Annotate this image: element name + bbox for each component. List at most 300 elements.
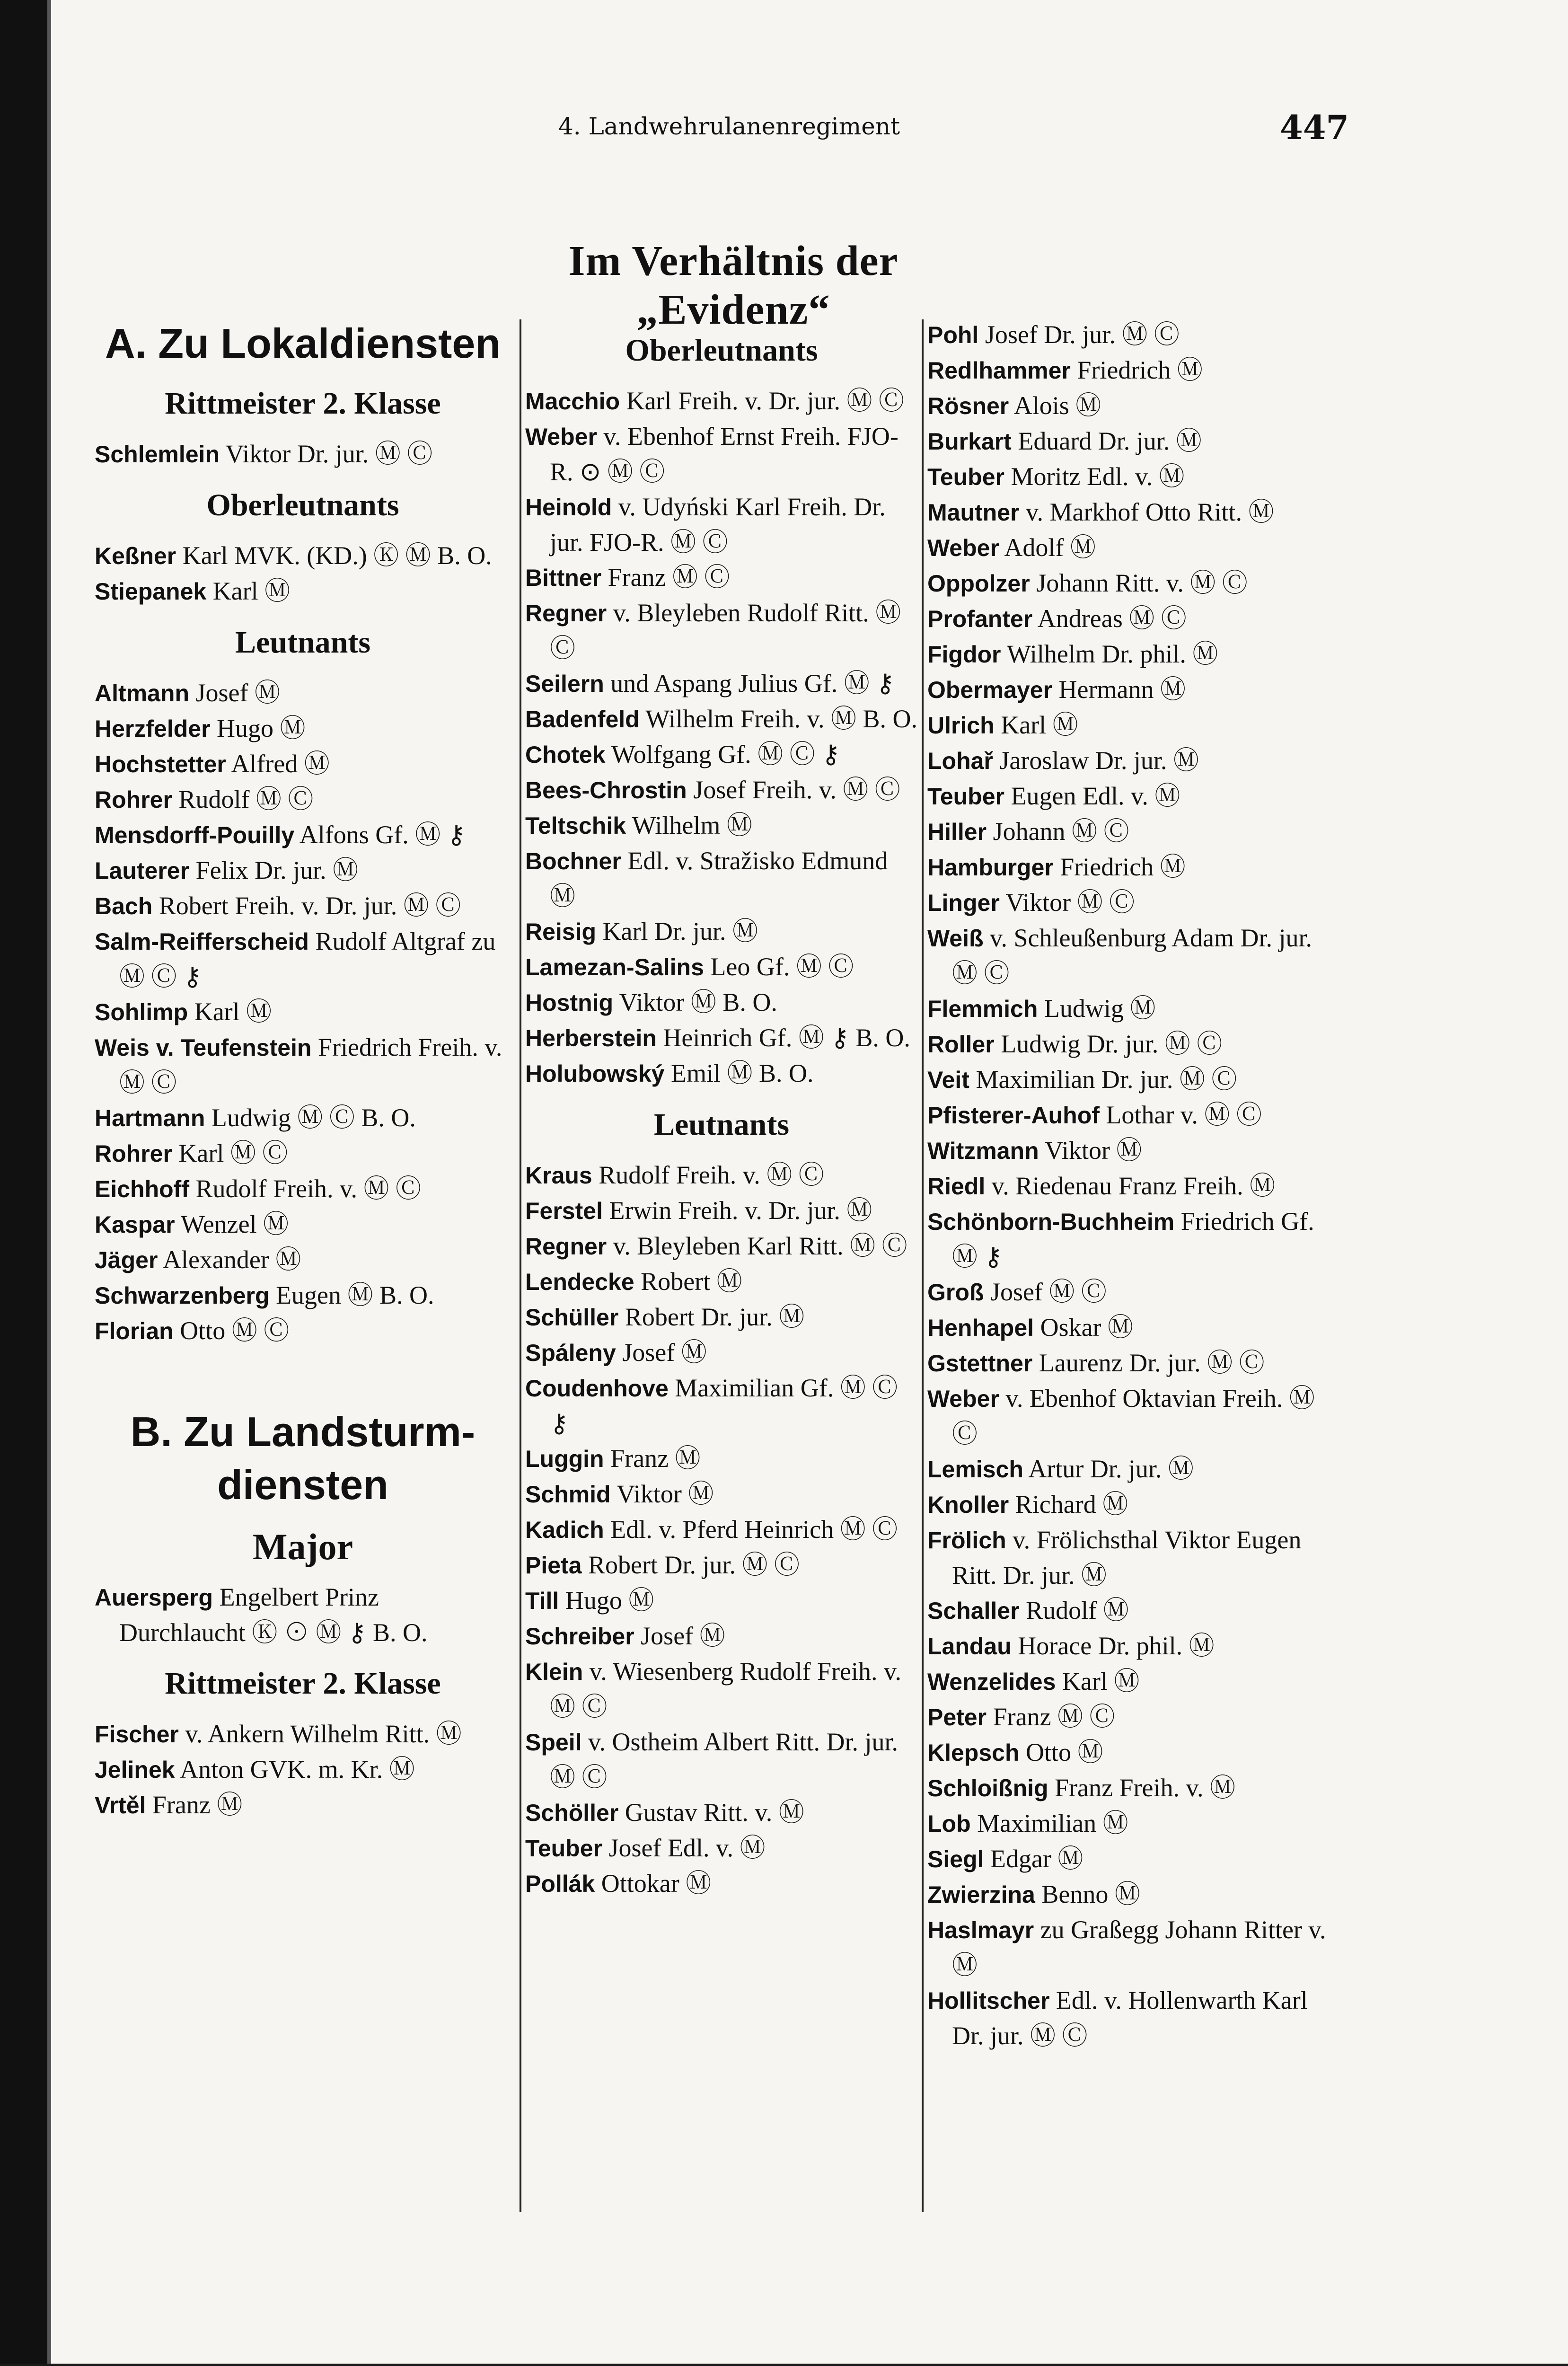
roster-entry <box>525 1193 918 1228</box>
roster-entry <box>927 353 1344 388</box>
roster-entry <box>95 1313 511 1349</box>
entry-details: Rudolf Altgraf zu Ⓜ Ⓒ ⚷ <box>119 927 496 991</box>
roster-entry <box>927 1877 1344 1912</box>
entry-surname: Gstettner <box>927 1350 1033 1377</box>
entry-surname: Pohl <box>927 322 979 348</box>
entry-details: Otto Ⓜ <box>1019 1738 1103 1766</box>
roster-entry <box>525 595 918 666</box>
entry-details: v. Ebenhof Ernst Freih. FJO-R. ⊙ Ⓜ Ⓒ <box>550 422 899 486</box>
entry-surname: Kraus <box>525 1162 592 1189</box>
entry-surname: Schwarzenberg <box>95 1282 270 1309</box>
roster-entry <box>525 1618 918 1654</box>
roster-entry <box>525 701 918 737</box>
entry-details: Wenzel Ⓜ <box>175 1210 289 1238</box>
entry-surname: Oppolzer <box>927 570 1030 597</box>
entry-surname: Riedl <box>927 1173 986 1200</box>
scan-left-margin <box>0 0 47 2366</box>
roster-entry <box>927 1381 1344 1451</box>
entry-details: Eugen Ⓜ B. O. <box>269 1281 434 1309</box>
entry-surname: Badenfeld <box>525 706 640 733</box>
roster-entry <box>927 920 1344 991</box>
column-divider-right <box>922 319 924 2212</box>
entry-surname: Schreiber <box>525 1623 634 1650</box>
entry-surname: Peter <box>927 1704 987 1730</box>
entry-details: Karl Ⓜ <box>994 711 1078 739</box>
entry-surname: Mensdorff-Pouilly <box>95 822 295 848</box>
roster-entry <box>95 924 511 994</box>
entry-surname: Vrtěl <box>95 1792 146 1819</box>
roster-entry <box>95 1716 511 1752</box>
entry-surname: Redlhammer <box>927 357 1071 384</box>
entry-surname: Schaller <box>927 1598 1020 1624</box>
roster-entry <box>525 666 918 701</box>
entry-details: Rudolf Ⓜ Ⓒ <box>172 785 314 813</box>
roster-entry <box>927 849 1344 885</box>
roster-column-1 <box>95 317 511 1823</box>
roster-column-2 <box>525 317 918 1901</box>
roster-entry <box>525 1299 918 1335</box>
roster-entry <box>525 1370 918 1441</box>
entry-surname: Teuber <box>927 783 1004 810</box>
roster-entry <box>927 1133 1344 1168</box>
entry-details: Rudolf Freih. v. Ⓜ Ⓒ <box>189 1174 421 1203</box>
roster-entry <box>95 1030 511 1100</box>
entry-surname: Stiepanek <box>95 578 207 605</box>
entry-surname: Rohrer <box>95 1140 172 1167</box>
entry-surname: Spáleny <box>525 1340 616 1366</box>
roster-entry <box>95 888 511 924</box>
entry-surname: Kaspar <box>95 1211 175 1238</box>
entry-surname: Pollák <box>525 1871 595 1897</box>
roster-entry <box>927 388 1344 424</box>
roster-entry <box>525 1512 918 1547</box>
entry-details: Jaroslaw Dr. jur. Ⓜ <box>993 746 1199 775</box>
section-heading: B. Zu Landsturm- <box>130 1408 476 1455</box>
entry-details: Franz Ⓜ <box>146 1791 243 1819</box>
roster-entry <box>927 1026 1344 1062</box>
entry-details: Viktor Dr. jur. Ⓜ Ⓒ <box>220 440 433 468</box>
entry-details: Robert Dr. jur. Ⓜ Ⓒ <box>581 1551 800 1579</box>
roster-entry <box>525 1654 918 1724</box>
entry-details: Heinrich Gf. Ⓜ ⚷ B. O. <box>656 1024 910 1052</box>
rank-heading: Major <box>252 1526 353 1567</box>
roster-entry <box>927 1487 1344 1522</box>
entry-details: Wilhelm Ⓜ <box>626 811 752 839</box>
entry-surname: Witzmann <box>927 1138 1039 1164</box>
entry-details: Franz Ⓜ <box>604 1444 701 1473</box>
entry-surname: Schüller <box>525 1304 619 1331</box>
entry-surname: Lohař <box>927 748 993 774</box>
roster-entry <box>525 1335 918 1370</box>
section-heading: A. Zu Lokaldiensten <box>105 320 501 367</box>
roster-entry <box>525 772 918 808</box>
entry-details: Laurenz Dr. jur. Ⓜ Ⓒ <box>1032 1349 1265 1377</box>
entry-surname: Jäger <box>95 1247 158 1273</box>
entry-surname: Bittner <box>525 565 602 591</box>
entry-surname: Ferstel <box>525 1198 603 1224</box>
entry-details: Franz Ⓜ Ⓒ <box>601 563 730 592</box>
roster-entry <box>927 672 1344 707</box>
entry-surname: Weber <box>927 535 999 561</box>
entry-surname: Lendecke <box>525 1269 634 1295</box>
entry-surname: Herzfelder <box>95 715 211 742</box>
entry-surname: Roller <box>927 1031 995 1058</box>
entry-surname: Coudenhove <box>525 1375 669 1402</box>
entry-surname: Schmid <box>525 1481 611 1508</box>
roster-entry <box>927 1735 1344 1770</box>
entry-details: Alexander Ⓜ <box>158 1245 301 1274</box>
roster-entry <box>927 601 1344 636</box>
entry-details: Maximilian Gf. Ⓜ Ⓒ ⚷ <box>550 1374 898 1438</box>
roster-entry <box>525 1795 918 1830</box>
entry-details: Alfred Ⓜ <box>226 750 330 778</box>
roster-column-3 <box>927 317 1344 2053</box>
entry-details: Ludwig Dr. jur. Ⓜ Ⓒ <box>994 1030 1223 1058</box>
entry-details: Robert Ⓜ <box>634 1267 742 1296</box>
page-binding-edge <box>47 0 51 2366</box>
entry-details: Benno Ⓜ <box>1035 1880 1140 1908</box>
entry-details: v. Ebenhof Oktavian Freih. Ⓜ Ⓒ <box>952 1384 1315 1448</box>
entry-surname: Wenzelides <box>927 1669 1056 1695</box>
entry-details: Johann Ritt. v. Ⓜ Ⓒ <box>1030 569 1248 597</box>
roster-entry <box>927 565 1344 601</box>
entry-details: Lothar v. Ⓜ Ⓒ <box>1099 1101 1262 1129</box>
entry-details: Viktor Ⓜ Ⓒ <box>999 888 1135 917</box>
entry-surname: Weis v. Teufenstein <box>95 1034 312 1061</box>
entry-details: Friedrich Freih. v. Ⓜ Ⓒ <box>119 1033 502 1097</box>
roster-entry <box>927 1451 1344 1487</box>
entry-surname: Flemmich <box>927 996 1038 1022</box>
entry-details: Ludwig Ⓜ Ⓒ B. O. <box>205 1104 416 1132</box>
roster-entry <box>927 1522 1344 1593</box>
rank-heading: Rittmeister 2. Klasse <box>165 1666 441 1701</box>
entry-surname: Klein <box>525 1659 583 1685</box>
entry-details: Adolf Ⓜ <box>999 533 1096 562</box>
entry-surname: Schloißnig <box>927 1775 1048 1801</box>
entry-details: Leo Gf. Ⓜ Ⓒ <box>704 953 854 981</box>
entry-details: Friedrich Ⓜ <box>1053 853 1186 881</box>
entry-surname: Mautner <box>927 499 1020 526</box>
entry-surname: Burkart <box>927 428 1012 455</box>
roster-entry <box>927 1806 1344 1841</box>
roster-entry <box>95 1580 511 1650</box>
roster-entry <box>927 1699 1344 1735</box>
roster-entry <box>525 1228 918 1264</box>
entry-details: Anton GVK. m. Kr. Ⓜ <box>175 1755 415 1783</box>
entry-surname: Ulrich <box>927 712 995 739</box>
roster-entry <box>927 1593 1344 1628</box>
entry-details: v. Ankern Wilhelm Ritt. Ⓜ <box>178 1720 462 1748</box>
roster-entry <box>95 746 511 782</box>
entry-details: Edl. v. Pferd Heinrich Ⓜ Ⓒ <box>604 1515 898 1544</box>
entry-surname: Schlemlein <box>95 441 220 468</box>
roster-entry <box>927 885 1344 920</box>
entry-surname: Salm-Reifferscheid <box>95 928 309 955</box>
roster-entry <box>927 1664 1344 1699</box>
entry-details: Wilhelm Dr. phil. Ⓜ <box>1001 640 1218 668</box>
entry-surname: Schöller <box>525 1800 619 1826</box>
entry-details: v. Bleyleben Karl Ritt. Ⓜ Ⓒ <box>607 1232 907 1260</box>
roster-entry <box>95 1100 511 1136</box>
entry-details: Karl Ⓜ Ⓒ <box>172 1139 288 1167</box>
entry-details: Karl Dr. jur. Ⓜ <box>596 917 758 945</box>
roster-entry <box>95 817 511 853</box>
entry-surname: Eichhoff <box>95 1176 189 1202</box>
entry-details: Erwin Freih. v. Dr. jur. Ⓜ <box>602 1196 872 1225</box>
entry-details: Josef Edl. v. Ⓜ <box>602 1834 766 1862</box>
entry-surname: Henhapel <box>927 1315 1034 1341</box>
entry-details: Franz Freih. v. Ⓜ <box>1048 1774 1235 1802</box>
entry-surname: Auersperg <box>95 1584 213 1611</box>
entry-surname: Bees-Chrostin <box>525 777 687 803</box>
roster-entry <box>927 707 1344 743</box>
entry-details: Otto Ⓜ Ⓒ <box>173 1316 290 1345</box>
entry-details: Ludwig Ⓜ <box>1038 994 1156 1023</box>
entry-surname: Profanter <box>927 606 1033 632</box>
roster-entry <box>95 1207 511 1242</box>
roster-entry <box>927 1841 1344 1877</box>
entry-details: Josef Freih. v. Ⓜ Ⓒ <box>687 776 900 804</box>
entry-surname: Siegl <box>927 1846 984 1872</box>
roster-entry <box>525 737 918 772</box>
entry-surname: Weiß <box>927 925 984 952</box>
entry-surname: Heinold <box>525 494 612 521</box>
entry-details: Karl MVK. (KD.) Ⓚ Ⓜ B. O. <box>176 541 492 570</box>
entry-surname: Hiller <box>927 819 987 845</box>
roster-entry <box>927 778 1344 814</box>
entry-surname: Hochstetter <box>95 751 226 777</box>
entry-details: Viktor Ⓜ B. O. <box>613 988 777 1016</box>
roster-entry <box>525 1020 918 1056</box>
entry-details: Eduard Dr. jur. Ⓜ <box>1011 427 1202 455</box>
entry-details: Edl. v. Hollenwarth Karl Dr. jur. Ⓜ Ⓒ <box>952 1986 1308 2050</box>
roster-entry <box>525 560 918 595</box>
rank-heading: Leutnants <box>235 625 371 660</box>
entry-surname: Altmann <box>95 680 189 706</box>
roster-entry <box>525 489 918 560</box>
entry-details: v. Wiesenberg Rudolf Freih. v. Ⓜ Ⓒ <box>550 1657 901 1721</box>
entry-details: Eugen Edl. v. Ⓜ <box>1004 782 1180 810</box>
roster-entry <box>525 1157 918 1193</box>
entry-details: Karl Freih. v. Dr. jur. Ⓜ Ⓒ <box>620 387 904 415</box>
entry-details: v. Schleußenburg Adam Dr. jur. Ⓜ Ⓒ <box>952 924 1312 988</box>
entry-surname: Kadich <box>525 1517 604 1543</box>
section-heading: diensten <box>217 1461 388 1508</box>
entry-surname: Weber <box>927 1386 999 1412</box>
entry-details: Friedrich Ⓜ <box>1070 356 1203 384</box>
entry-details: v. Bleyleben Rudolf Ritt. Ⓜ Ⓒ <box>550 599 901 662</box>
roster-entry <box>95 538 511 574</box>
entry-details: v. Ostheim Albert Ritt. Dr. jur. Ⓜ Ⓒ <box>550 1728 898 1792</box>
entry-details: Wolfgang Gf. Ⓜ Ⓒ ⚷ <box>605 740 840 768</box>
entry-details: Josef Dr. jur. Ⓜ Ⓒ <box>978 320 1180 349</box>
roster-entry <box>525 1724 918 1795</box>
roster-entry <box>927 1983 1344 2053</box>
rank-heading: Oberleutnants <box>625 333 818 368</box>
entry-details: Josef Ⓜ Ⓒ <box>984 1278 1107 1306</box>
entry-details: Emil Ⓜ B. O. <box>664 1059 814 1087</box>
entry-details: Franz Ⓜ Ⓒ <box>987 1703 1115 1731</box>
entry-surname: Reisig <box>525 918 597 945</box>
column-divider-left <box>520 319 521 2212</box>
roster-entry <box>95 574 511 609</box>
entry-details: v. Markhof Otto Ritt. Ⓜ <box>1019 498 1274 526</box>
roster-entry <box>525 808 918 843</box>
entry-details: und Aspang Julius Gf. Ⓜ ⚷ <box>604 669 895 697</box>
entry-surname: Holubowský <box>525 1060 665 1087</box>
entry-surname: Till <box>525 1588 559 1614</box>
entry-details: Hugo Ⓜ <box>210 714 306 742</box>
roster-entry <box>927 814 1344 849</box>
entry-details: Hermann Ⓜ <box>1052 675 1186 704</box>
roster-entry <box>927 1310 1344 1345</box>
entry-surname: Herberstein <box>525 1025 657 1051</box>
roster-entry <box>95 1752 511 1787</box>
roster-entry <box>927 530 1344 565</box>
entry-surname: Speil <box>525 1729 582 1756</box>
roster-entry <box>95 436 511 472</box>
entry-surname: Frölich <box>927 1527 1006 1554</box>
entry-surname: Obermayer <box>927 677 1053 703</box>
roster-entry <box>95 1171 511 1207</box>
entry-surname: Knoller <box>927 1492 1009 1518</box>
entry-details: Andreas Ⓜ Ⓒ <box>1032 604 1187 633</box>
roster-entry <box>927 1204 1344 1274</box>
entry-details: Wilhelm Freih. v. Ⓜ B. O. <box>639 705 918 733</box>
entry-details: Oskar Ⓜ <box>1034 1313 1134 1342</box>
entry-surname: Haslmayr <box>927 1917 1034 1943</box>
entry-surname: Weber <box>525 424 597 450</box>
entry-details: Artur Dr. jur. Ⓜ <box>1023 1455 1194 1483</box>
roster-entry <box>525 1830 918 1866</box>
roster-entry <box>525 383 918 419</box>
roster-entry <box>927 459 1344 494</box>
entry-surname: Landau <box>927 1633 1012 1660</box>
page-number: 447 <box>1280 108 1349 147</box>
running-header: 4. Landwehrulanenregiment <box>558 113 900 140</box>
roster-entry <box>95 711 511 746</box>
entry-details: v. Udyński Karl Freih. Dr. jur. FJO-R. Ⓜ Ⓒ <box>550 493 886 556</box>
entry-surname: Teuber <box>927 464 1004 490</box>
entry-surname: Jelinek <box>95 1757 175 1783</box>
roster-entry <box>525 985 918 1020</box>
roster-entry <box>525 1547 918 1583</box>
entry-details: Karl Ⓜ <box>206 577 291 605</box>
entry-surname: Zwierzina <box>927 1881 1035 1908</box>
entry-details: Richard Ⓜ <box>1009 1490 1128 1518</box>
roster-entry <box>927 1628 1344 1664</box>
roster-entry <box>525 1056 918 1091</box>
entry-details: Maximilian Ⓜ <box>970 1809 1128 1837</box>
entry-details: Alois Ⓜ <box>1009 391 1101 420</box>
roster-entry <box>95 675 511 711</box>
roster-entry <box>927 494 1344 530</box>
entry-surname: Macchio <box>525 388 620 415</box>
roster-entry <box>525 1441 918 1476</box>
entry-details: Horace Dr. phil. Ⓜ <box>1011 1632 1215 1660</box>
roster-entry <box>525 843 918 914</box>
entry-details: v. Riedenau Franz Freih. Ⓜ <box>985 1172 1276 1200</box>
roster-entry <box>525 1476 918 1512</box>
roster-entry <box>95 782 511 817</box>
entry-details: Ottokar Ⓜ <box>595 1869 712 1898</box>
entry-details: Josef Ⓜ <box>616 1338 707 1367</box>
entry-details: Karl Ⓜ <box>188 998 272 1026</box>
entry-details: Edl. v. Stražisko Edmund Ⓜ <box>550 847 888 910</box>
page-title: Im Verhältnis der „Evidenz“ <box>568 238 899 333</box>
entry-surname: Hartmann <box>95 1105 205 1131</box>
roster-entry <box>525 1583 918 1618</box>
roster-entry <box>927 1345 1344 1381</box>
roster-entry <box>927 1062 1344 1097</box>
entry-surname: Pieta <box>525 1552 582 1579</box>
entry-details: Rudolf Ⓜ <box>1019 1596 1129 1624</box>
entry-surname: Bach <box>95 893 153 919</box>
roster-entry <box>927 424 1344 459</box>
entry-details: Gustav Ritt. v. Ⓜ <box>618 1798 804 1827</box>
entry-surname: Groß <box>927 1279 984 1306</box>
roster-entry <box>927 1274 1344 1310</box>
entry-surname: Bochner <box>525 848 621 874</box>
entry-details: Viktor Ⓜ <box>610 1480 714 1508</box>
entry-surname: Lamezan-Salins <box>525 954 704 980</box>
roster-entry <box>525 419 918 489</box>
entry-surname: Keßner <box>95 543 176 569</box>
entry-surname: Pfisterer-Auhof <box>927 1102 1100 1129</box>
entry-details: zu Graßegg Johann Ritter v. Ⓜ <box>952 1916 1326 1979</box>
roster-entry <box>927 1097 1344 1133</box>
section-spacer <box>95 1349 511 1405</box>
roster-entry <box>927 1770 1344 1806</box>
roster-entry <box>95 1278 511 1313</box>
rank-heading: Oberleutnants <box>206 488 399 522</box>
rank-heading: Leutnants <box>653 1107 790 1142</box>
entry-surname: Hamburger <box>927 854 1054 881</box>
entry-surname: Linger <box>927 890 1000 916</box>
entry-details: Robert Dr. jur. Ⓜ <box>618 1303 805 1331</box>
rank-heading: Rittmeister 2. Klasse <box>165 386 441 421</box>
roster-entry <box>927 743 1344 778</box>
roster-entry <box>95 1242 511 1278</box>
entry-details: Johann Ⓜ Ⓒ <box>987 817 1129 846</box>
entry-details: Alfons Gf. Ⓜ ⚷ <box>294 821 466 849</box>
entry-details: Edgar Ⓜ <box>984 1845 1084 1873</box>
roster-entry <box>525 914 918 949</box>
entry-surname: Regner <box>525 600 607 627</box>
entry-surname: Teuber <box>525 1835 602 1862</box>
entry-surname: Veit <box>927 1067 969 1093</box>
entry-surname: Chotek <box>525 742 606 768</box>
entry-surname: Lob <box>927 1810 971 1837</box>
entry-surname: Regner <box>525 1233 607 1260</box>
entry-details: Robert Freih. v. Dr. jur. Ⓜ Ⓒ <box>152 892 461 920</box>
entry-details: v. Frölichsthal Viktor Eugen Ritt. Dr. jur. Ⓜ <box>952 1526 1302 1589</box>
entry-surname: Hollitscher <box>927 1987 1050 2014</box>
roster-entry <box>525 949 918 985</box>
entry-surname: Schönborn-Buchheim <box>927 1209 1175 1235</box>
roster-entry <box>927 1168 1344 1204</box>
entry-surname: Teltschik <box>525 812 626 839</box>
entry-details: Karl Ⓜ <box>1056 1667 1140 1695</box>
roster-entry <box>927 1912 1344 1983</box>
entry-details: Engelbert Prinz Durchlaucht Ⓚ ⊙ Ⓜ ⚷ B. O. <box>119 1583 428 1647</box>
entry-details: Josef Ⓜ <box>634 1622 725 1650</box>
roster-entry <box>525 1866 918 1901</box>
roster-entry <box>95 1136 511 1171</box>
entry-surname: Lauterer <box>95 857 190 884</box>
roster-entry <box>95 853 511 888</box>
entry-surname: Klepsch <box>927 1739 1020 1766</box>
